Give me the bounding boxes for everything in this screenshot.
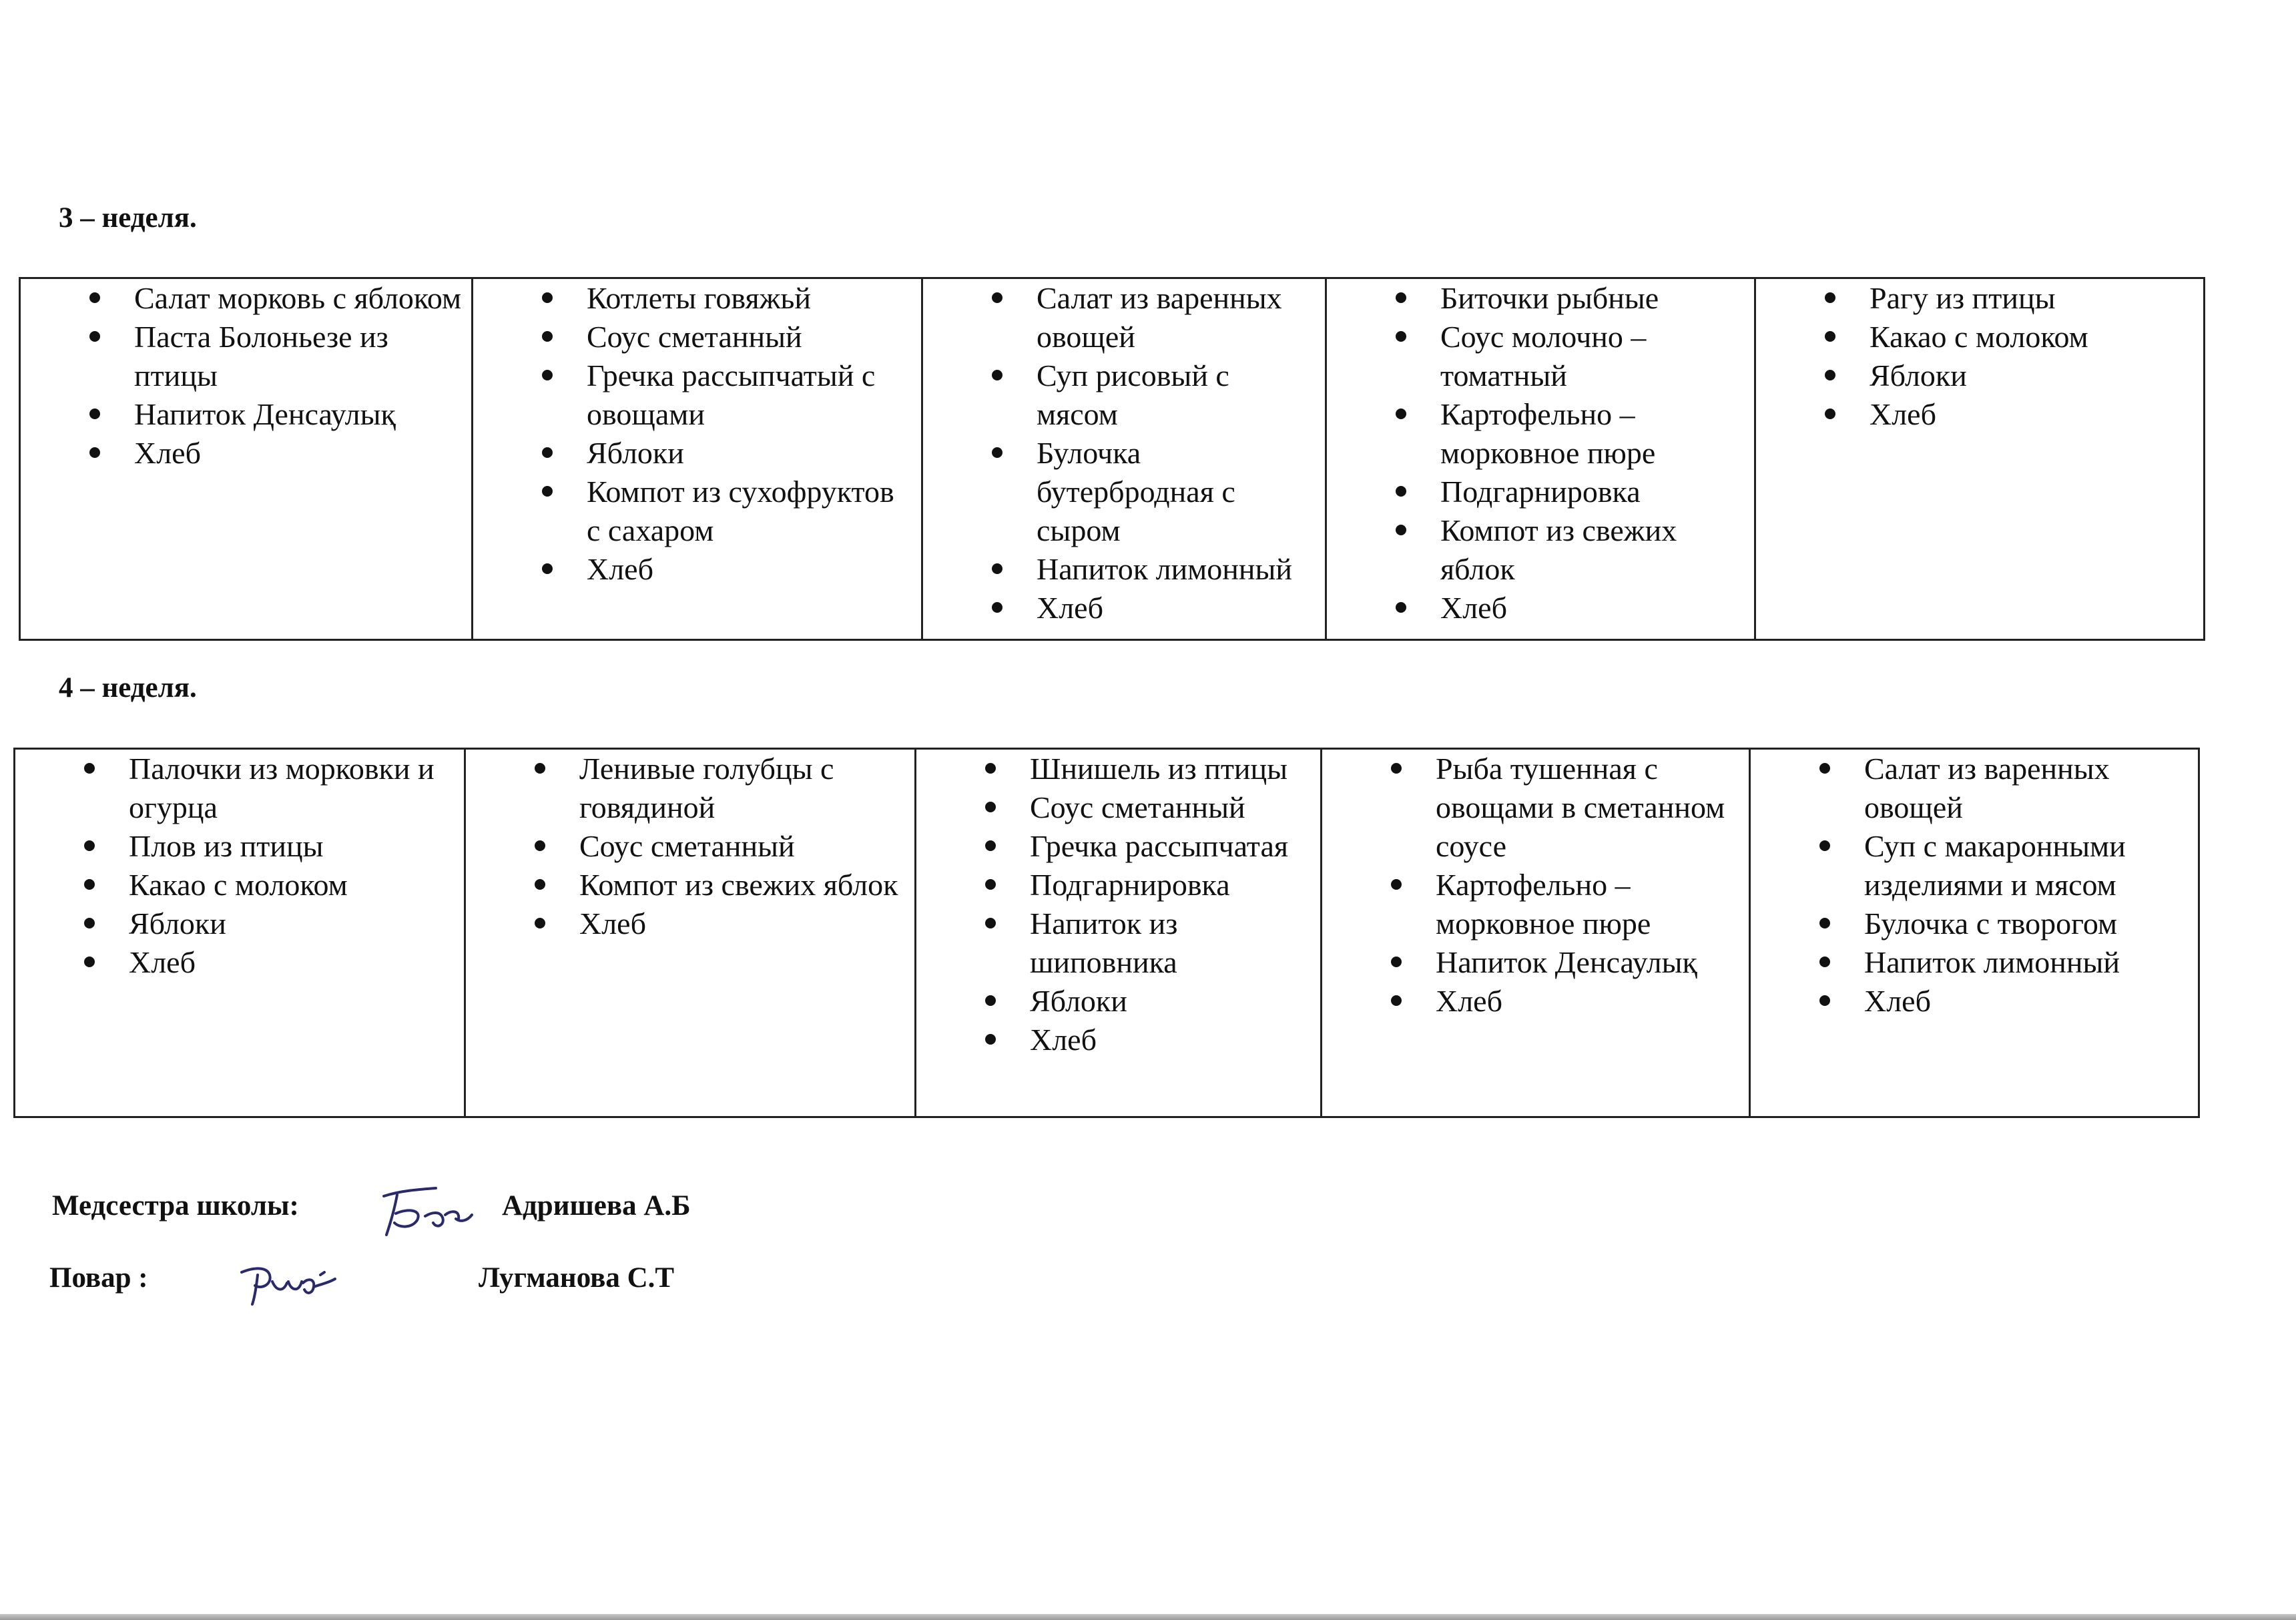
dish-list [1751,750,2191,1021]
menu-day-cell [473,278,922,640]
dish-item: Суп с макаронными изделиями и мясом [1864,827,2191,904]
menu-day-cell [1322,749,1750,1117]
dish-item: Котлеты говяжьй [587,279,914,318]
dish-item: Гречка рассыпчатая [1030,827,1314,866]
dish-item: Шнишель из птицы [1030,750,1314,788]
dish-item: Подгарнировка [1030,866,1314,904]
nurse-signature [370,1181,477,1242]
dish-item: Салат из варенных овощей [1037,279,1318,356]
cook-signature [235,1255,342,1308]
nurse-name: Адришева А.Б [502,1190,691,1222]
dish-item: Соус сметанный [587,318,914,356]
menu-day-cell [15,749,465,1117]
dish-item: Хлеб [579,904,908,943]
dish-item: Хлеб [1037,589,1318,627]
dish-item: Хлеб [1870,395,2197,434]
week-3-heading: 3 – неделя. [59,202,197,234]
dish-list [466,750,908,943]
dish-item: Яблоки [129,904,457,943]
dish-item: Плов из птицы [129,827,457,866]
week-4-menu-table [13,748,2200,1118]
menu-day-cell [1750,749,2199,1117]
dish-item: Подгарнировка [1440,473,1747,511]
menu-day-cell [916,749,1322,1117]
scan-bottom-edge [0,1614,2296,1620]
table-row [20,278,2205,640]
dish-item: Компот из свежих яблок [1440,511,1747,589]
cook-signature-line [0,1255,801,1315]
dish-item: Хлеб [1440,589,1747,627]
dish-list [923,279,1318,627]
dish-item: Напиток лимонный [1037,550,1318,589]
table-row [15,749,2199,1117]
dish-item: Яблоки [1030,982,1314,1021]
dish-item: Булочка бутербродная с сыром [1037,434,1318,550]
menu-day-cell [20,278,473,640]
menu-day-cell [1326,278,1755,640]
dish-item: Гречка рассыпчатый с овощами [587,356,914,434]
dish-item: Картофельно – морковное пюре [1436,866,1742,943]
dish-list [1327,279,1747,627]
dish-list [1322,750,1742,1021]
dish-item: Хлеб [129,943,457,982]
dish-list [15,750,457,982]
dish-list [473,279,914,589]
dish-item: Какао с молоком [129,866,457,904]
menu-day-cell [465,749,916,1117]
dish-item: Ленивые голубцы с говядиной [579,750,908,827]
dish-item: Какао с молоком [1870,318,2197,356]
dish-item: Соус сметанный [579,827,908,866]
dish-item: Рыба тушенная с овощами в сметанном соусе [1436,750,1742,866]
dish-item: Хлеб [1436,982,1742,1021]
dish-item: Хлеб [134,434,465,473]
dish-list [21,279,465,473]
dish-item: Компот из сухофруктов с сахаром [587,473,914,550]
dish-list [916,750,1314,1059]
cook-role-label: Повар : [49,1262,148,1294]
dish-item: Салат морковь с яблоком [134,279,465,318]
dish-item: Палочки из морковки и огурца [129,750,457,827]
nurse-role-label: Медсестра школы: [52,1190,299,1222]
dish-item: Напиток Денсаулық [134,395,465,434]
cook-name: Лугманова С.Т [479,1262,675,1294]
dish-item: Хлеб [1864,982,2191,1021]
dish-item: Хлеб [587,550,914,589]
dish-item: Соус молочно – томатный [1440,318,1747,395]
dish-item: Булочка с творогом [1864,904,2191,943]
dish-item: Биточки рыбные [1440,279,1747,318]
menu-day-cell [1755,278,2205,640]
dish-item: Напиток лимонный [1864,943,2191,982]
dish-item: Напиток Денсаулық [1436,943,1742,982]
dish-item: Картофельно – морковное пюре [1440,395,1747,473]
dish-item: Напиток из шиповника [1030,904,1314,982]
dish-item: Яблоки [587,434,914,473]
week-4-heading: 4 – неделя. [59,672,197,704]
dish-item: Хлеб [1030,1021,1314,1059]
dish-item: Паста Болоньезе из птицы [134,318,465,395]
nurse-signature-line [0,1181,801,1242]
dish-list [1756,279,2197,434]
menu-day-cell [922,278,1326,640]
dish-item: Суп рисовый с мясом [1037,356,1318,434]
dish-item: Салат из варенных овощей [1864,750,2191,827]
dish-item: Рагу из птицы [1870,279,2197,318]
week-3-menu-table [19,277,2205,641]
dish-item: Яблоки [1870,356,2197,395]
dish-item: Соус сметанный [1030,788,1314,827]
dish-item: Компот из свежих яблок [579,866,908,904]
